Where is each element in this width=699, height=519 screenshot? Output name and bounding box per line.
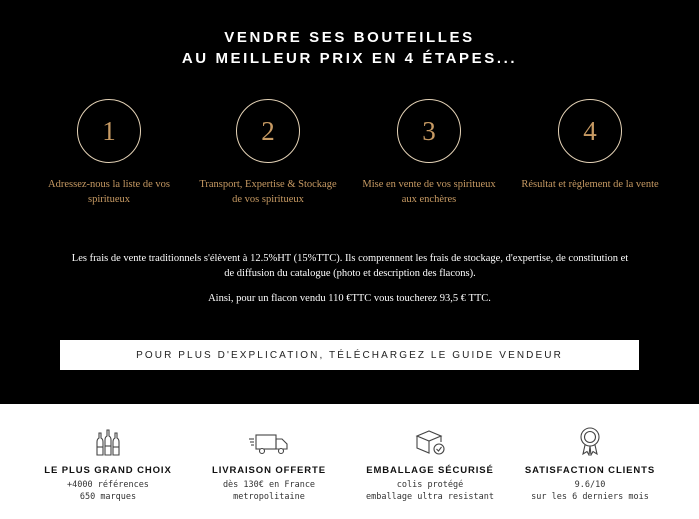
- step-1-label: Adressez-nous la liste de vos spiritueux: [48, 179, 170, 205]
- features-bar: [0, 404, 699, 519]
- fees-example: Ainsi, pour un flacon vendu 110 €TTC vous toucherez 93,5 € TTC.: [208, 293, 491, 304]
- feature-delivery-line-2: metropolitaine: [233, 492, 305, 502]
- feature-satisfaction: [510, 426, 670, 503]
- feature-satisfaction-title: SATISFACTION CLIENTS: [524, 465, 656, 476]
- feature-delivery-line-1: dès 130€ en France: [222, 480, 316, 490]
- feature-choice-line-1: +4000 références: [67, 480, 149, 490]
- step-4-number: 4: [583, 115, 597, 146]
- step-1: [39, 99, 179, 207]
- feature-packaging: [350, 426, 510, 503]
- download-seller-guide-label: POUR PLUS D'EXPLICATION, TÉLÉCHARGEZ LE GUIDE VENDEUR: [136, 349, 563, 361]
- step-4-label: Résultat et règlement de la vente: [521, 179, 659, 190]
- title-line-1: VENDRE SES BOUTEILLES: [224, 29, 475, 46]
- feature-choice: [28, 426, 188, 503]
- step-2-label: Transport, Expertise & Stockage de vos spiritueux: [199, 179, 337, 205]
- step-2-circle: [236, 99, 300, 163]
- feature-choice-line-2: 650 marques: [79, 492, 137, 502]
- step-1-circle: [77, 99, 141, 163]
- step-4: [520, 99, 660, 193]
- feature-packaging-line-2: emballage ultra resistant: [366, 492, 494, 502]
- download-seller-guide-button[interactable]: [60, 340, 639, 370]
- package-icon: [350, 426, 510, 456]
- step-2-number: 2: [261, 115, 275, 146]
- step-3: [359, 99, 499, 207]
- section-title: [0, 27, 699, 69]
- feature-satisfaction-line-1: 9.6/10: [574, 480, 606, 490]
- feature-delivery: [189, 426, 349, 503]
- step-4-circle: [558, 99, 622, 163]
- title-line-2: AU MEILLEUR PRIX EN 4 ÉTAPES...: [181, 50, 518, 67]
- award-ribbon-icon: [510, 426, 670, 456]
- feature-choice-title: LE PLUS GRAND CHOIX: [44, 465, 172, 476]
- bottles-icon: [28, 426, 188, 456]
- step-2: [198, 99, 338, 207]
- step-1-number: 1: [102, 115, 116, 146]
- feature-packaging-title: EMBALLAGE SÉCURISÉ: [366, 465, 494, 476]
- steps-list: [0, 99, 699, 209]
- fees-description: Les frais de vente traditionnels s'élèvent à 12.5%HT (15%TTC). Ils comprennent les frais de stockage, d'expertise, de constitution et de diffusion du catalogue (photo et description des flacons).: [71, 253, 629, 279]
- delivery-truck-icon: [189, 426, 349, 456]
- step-3-number: 3: [422, 115, 436, 146]
- feature-packaging-line-1: colis protégé: [396, 480, 464, 490]
- feature-satisfaction-line-2: sur les 6 derniers mois: [531, 492, 649, 502]
- step-3-label: Mise en vente de vos spiritueux aux enchères: [362, 179, 496, 205]
- feature-delivery-title: LIVRAISON OFFERTE: [212, 465, 326, 476]
- step-3-circle: [397, 99, 461, 163]
